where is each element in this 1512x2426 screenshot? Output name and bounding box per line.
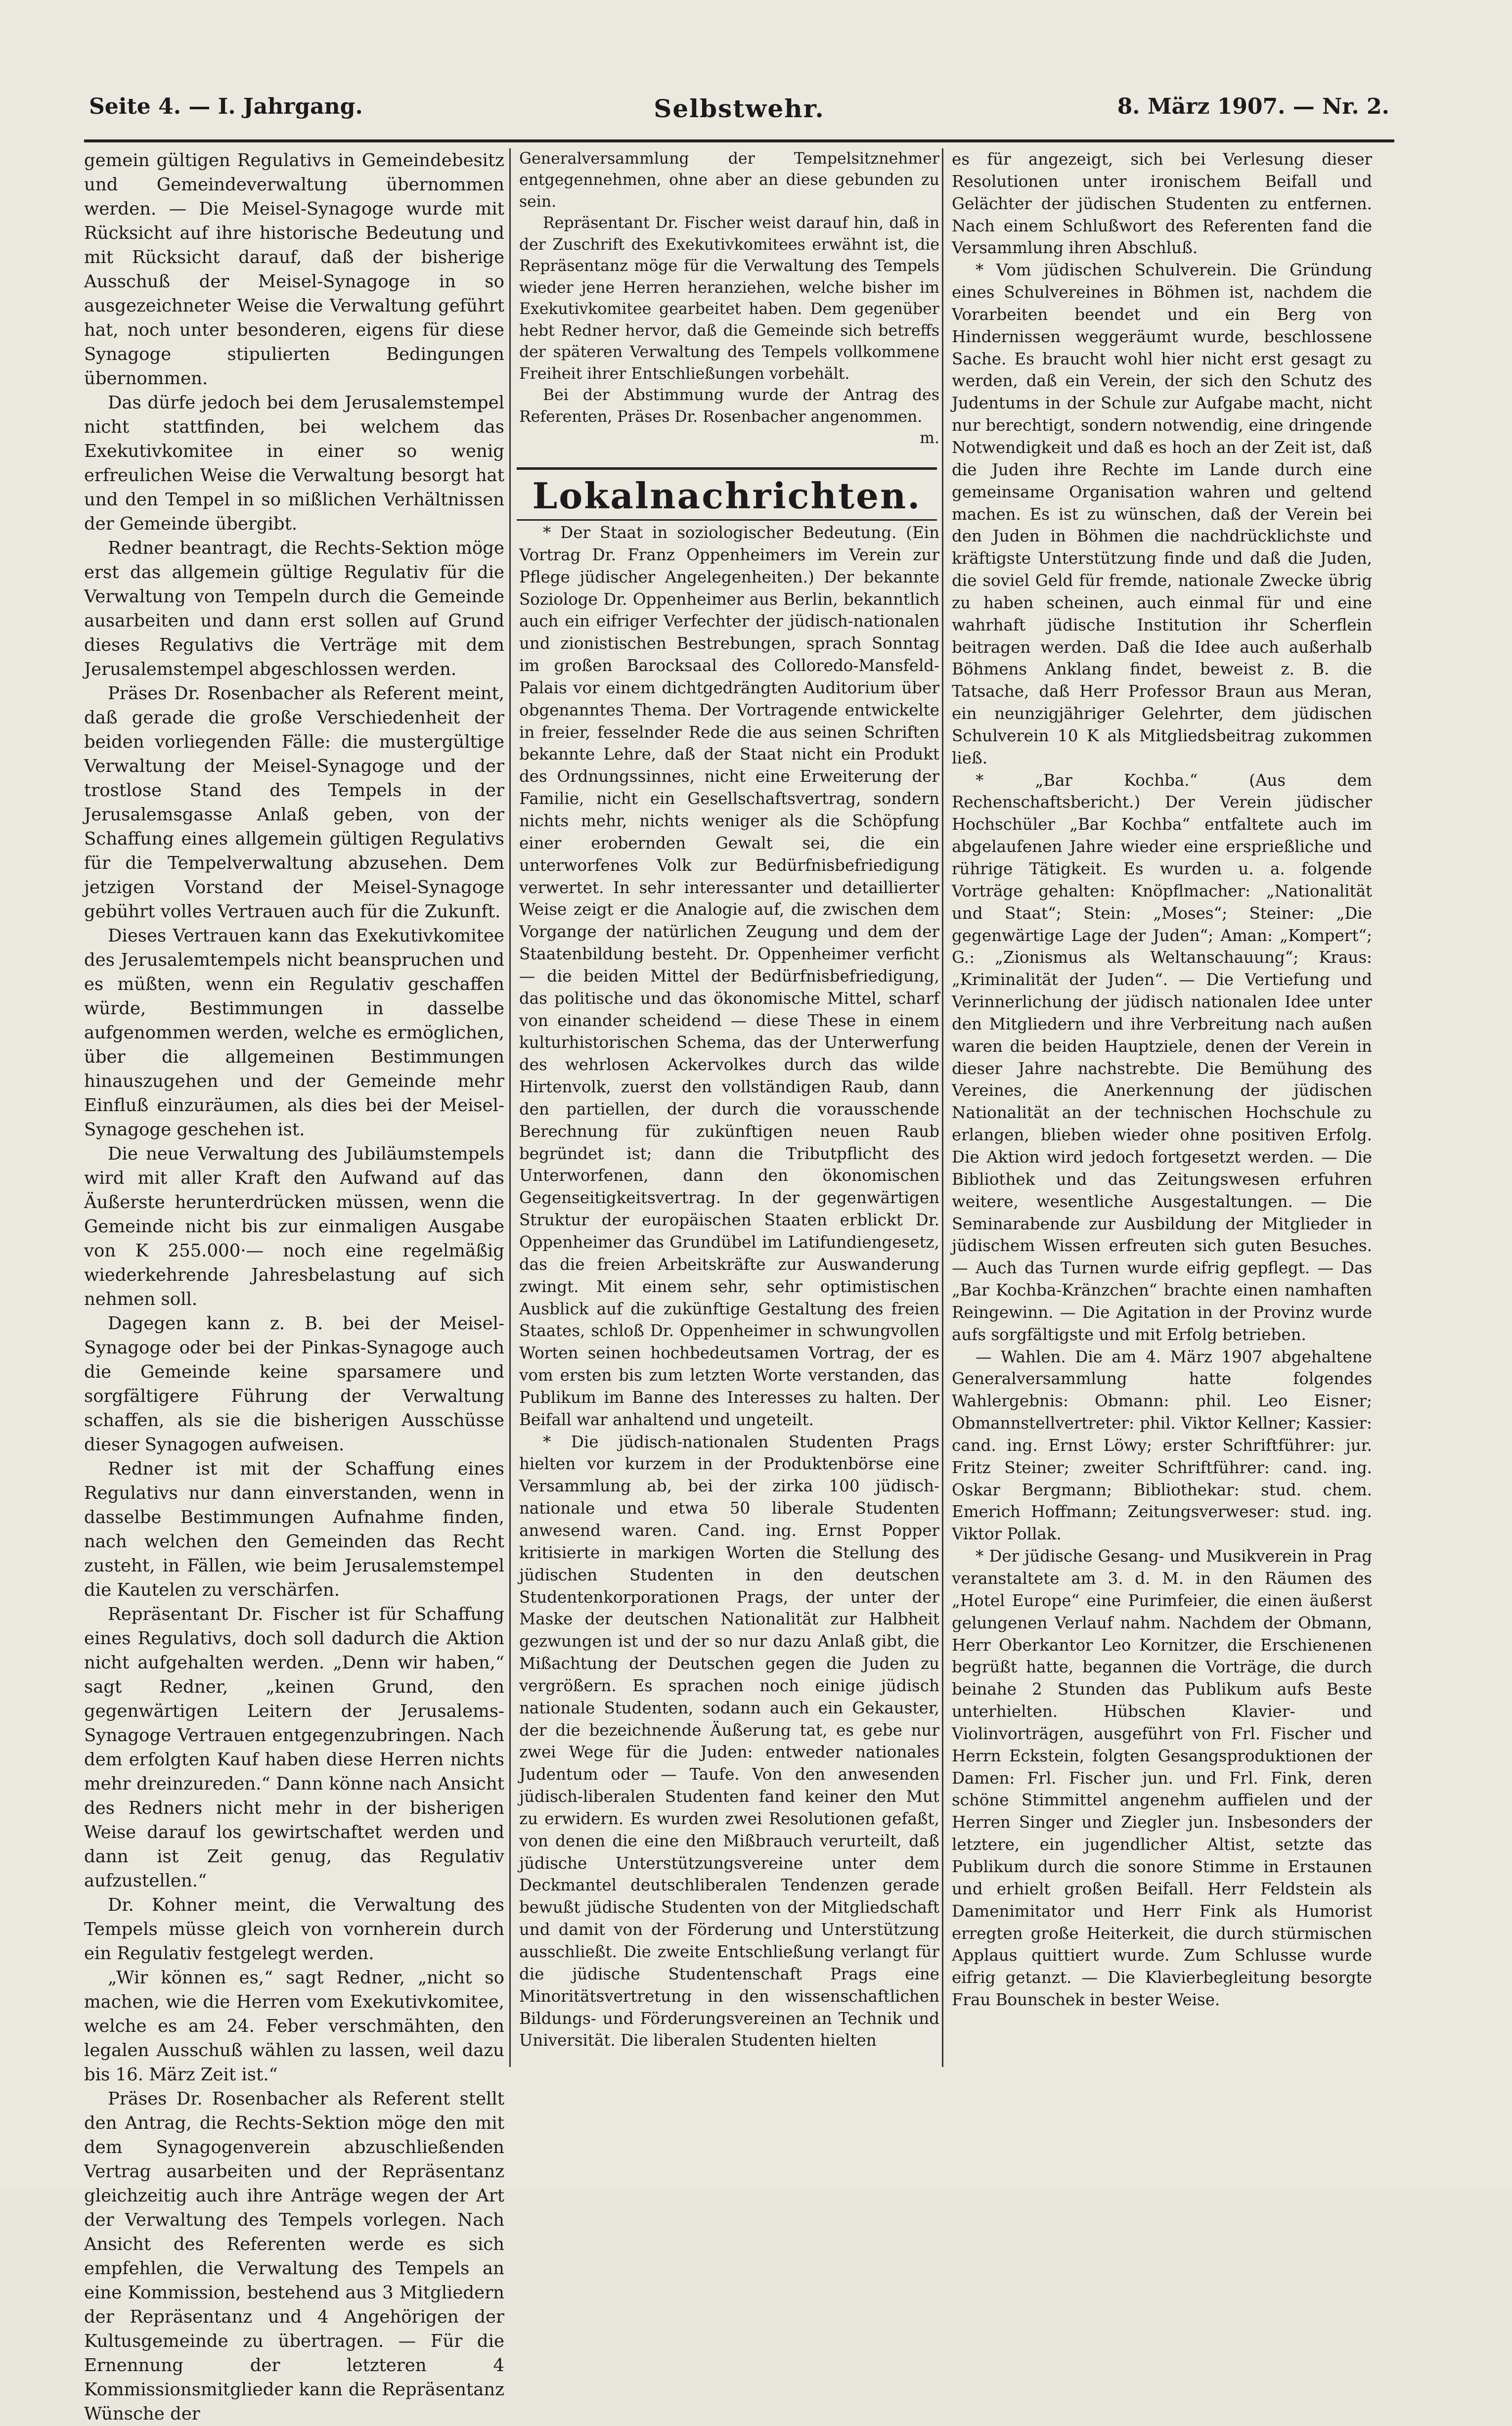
paragraph: Redner beantragt, die Rechts-Sektion möge erst das allgemein gültige Regulativ für die Verwaltung von Tempeln durch die Gemeinde ausarbeiten und dann erst sollen auf Grund dieses Regulativs die Verträge mit dem Jerusalemstempel abgeschlossen werden. — [84, 538, 504, 679]
paragraph: Generalversammlung der Tempelsitznehmer entgegennehmen, ohne aber an diese gebunden zu sein. — [519, 150, 939, 211]
paragraph: „Wir können es,“ sagt Redner, „nicht so machen, wie die Herren vom Exekutivkomitee, welche es am 24. Feber verschmähten, den legalen Ausschuß wählen zu lassen, weil dazu bis 16. März Zeit ist.“ — [84, 1968, 504, 2085]
paragraph: * Der Staat in soziologischer Bedeutung. (Ein Vortrag Dr. Franz Oppenheimers im Verein zur Pflege jüdischer Angelegenheiten.) Der bekannte Soziologe Dr. Oppenheimer aus Berlin, bekanntlich auch ein eifriger Verfechter der jüdisch-nationalen und zionistischen Bestrebungen, sprach Sonntag im großen Barocksaal des Colloredo-Mansfeld-Palais vor einem dichtgedrängten Auditorium über obgenanntes Thema. Der Vortragende entwickelte in freier, fesselnder Rede die aus seinen Schriften bekannte Lehre, daß der Staat nicht ein Produkt des Ordnungssinnes, nicht eine Erweiterung der Familie, nicht ein Gesellschaftsvertrag, sondern nichts mehr, nichts weniger als die Schöpfung einer erobernden Gewalt sei, die ein unterworfenes Volk zur Bedürfnisbefriedigung verwertet. In sehr interessanter und detaillierter Weise zeigt er die Analogie auf, die zwischen dem Vorgange der natürlichen Zeugung und dem der Staatenbildung besteht. Dr. Oppenheimer verficht — die beiden Mittel der Bedürfnisbefriedigung, das politische und das ökonomische Mittel, scharf von einander scheidend — diese These in einem kulturhistorischen Schema, das der Unterwerfung des wehrlosen Ackervolkes durch das wilde Hirtenvolk, zuerst den vollständigen Raub, dann den partiellen, der durch die vorausschende Berechnung für zukünftigen neuen Raub begründet ist; dann die Tributpflicht des Unterworfenen, dann den ökonomischen Gegenseitigkeitsvertrag. In der gegenwärtigen Struktur der europäischen Staaten erblickt Dr. Oppenheimer das Grundübel im Latifundiengesetz, das die freien Arbeitskräfte zur Auswanderung zwingt. Mit einem sehr, sehr optimistischen Ausblick auf die zukünftige Gestaltung des freien Staates, schloß Dr. Oppenheimer in schwungvollen Worten seinen hochbedeutsamen Vortrag, der es vom ersten bis zum letzten Worte verstanden, das Publikum im Banne des Interesses zu halten. Der Beifall war anhaltend und ungeteilt. — [519, 523, 939, 1429]
column-rule-1 — [509, 148, 511, 2067]
header-date-issue: 8. März 1907. — Nr. 2. — [1117, 94, 1389, 119]
author-signature: m. — [920, 429, 939, 448]
paragraph: gemein gültigen Regulativs in Gemeindebesitz und Gemeindeverwaltung übernommen werden. — Die Meisel-Synagoge wurde mit Rücksicht auf ihre historische Bedeutung und mit Rücksicht darauf, daß der bisherige Ausschuß der Meisel-Synagoge in so ausgezeichneter Weise die Verwaltung geführt hat, noch unter besonderen, eigens für diese Synagoge stipulierten Bedingungen übernommen. — [84, 150, 504, 389]
section-title: Lokalnachrichten. — [532, 475, 922, 517]
paragraph: * Vom jüdischen Schulverein. Die Gründung eines Schulvereines in Böhmen ist, nachdem die Vorarbeiten beendet und ein Berg von Hindernissen weggeräumt wurde, beschlossene Sache. Es braucht wohl hier nicht erst gesagt zu werden, daß ein Verein, der sich den Schutz des Judentums in der Schule zur Aufgabe macht, nicht nur berechtigt, sondern notwendig, eine dringende Notwendigkeit und daß es hoch an der Zeit ist, daß die Juden ihre Rechte im Lande durch eine gemeinsame Organisation wahren und geltend machen. Es ist zu wünschen, daß der Verein bei den Juden in Böhmen die nachdrücklichste und kräftigste Unterstützung finde und daß die Juden, die soviel Geld für fremde, nationale Zwecke übrig zu haben scheinen, auch einmal für und eine wahrhaft jüdische Institution ihr Scherflein beitragen werden. Daß die Idee auch außerhalb Böhmens Anklang findet, beweist z. B. die Tatsache, daß Herr Professor Braun aus Meran, ein neunzigjähriger Gelehrter, dem jüdischen Schulverein 10 K als Mitgliedsbeitrag zukommen ließ. — [952, 261, 1373, 767]
column-rule-2 — [942, 148, 943, 2067]
paragraph: Dagegen kann z. B. bei der Meisel-Synagoge oder bei der Pinkas-Synagoge auch die Gemeinde keine sparsamere und sorgfältigere Führung der Verwaltung schaffen, als sie die bisherigen Ausschüsse dieser Synagogen aufweisen. — [84, 1313, 504, 1455]
column-2-upper — [519, 148, 939, 449]
column-3 — [952, 148, 1372, 2011]
paragraph: * Die jüdisch-nationalen Studenten Prags hielten vor kurzem in der Produktenbörse eine Versammlung ab, bei der zirka 100 jüdisch-nationale und etwa 50 liberale Studenten anwesend waren. Cand. ing. Ernst Popper kritisierte in markigen Worten die Stellung des jüdischen Studenten in den deutschen Studentenkorporationen Prags, der unter der Maske der deutschen Nationalität zur Halbheit gezwungen ist und der so nur dazu Anlaß gibt, die Mißachtung der Deutschen gegen die Juden zu vergrößern. Es sprachen noch einige jüdisch nationale Studenten, sodann auch ein Gekauster, der die bezeichnende Äußerung tat, es gebe nur zwei Wege für die Juden: entweder nationales Judentum oder — Taufe. Von den anwesenden jüdisch-liberalen Studenten fand keiner den Mut zu erwidern. Es wurden zwei Resolutionen gefaßt, von denen die eine den Mißbrauch verurteilt, daß jüdische Unterstützungsvereine unter dem Deckmantel deutschliberalen Tendenzen gerade bewußt jüdische Studenten von der Mitgliedschaft und damit von der Förderung und Unterstützung ausschließt. Die zweite Entschließung verlangt für die jüdische Studentenschaft Prags eine Minoritätsvertretung in den wissenschaftlichen Bildungs- und Förderungsvereinen an Technik und Universität. Die liberalen Studenten hielten — [519, 1432, 939, 2050]
paragraph: Dr. Kohner meint, die Verwaltung des Tempels müsse gleich von vornherein durch ein Regulativ festgelegt werden. — [84, 1895, 504, 1964]
paragraph: Das dürfe jedoch bei dem Jerusalemstempel nicht stattfinden, bei welchem das Exekutivkomitee in einer so wenig erfreulichen Weise die Verwaltung besorgt hat und den Tempel in so mißlichen Verhältnissen der Gemeinde übergibt. — [84, 393, 504, 534]
paragraph: Die neue Verwaltung des Jubiläumstempels wird mit aller Kraft den Aufwand auf das Äußerste herunterdrücken müssen, wenn die Gemeinde nicht bis zur einmaligen Ausgabe von K 255.000·— noch eine regelmäßig wiederkehrende Jahresbelastung auf sich nehmen soll. — [84, 1144, 504, 1309]
page-header — [89, 94, 1389, 129]
paragraph: Präses Dr. Rosenbacher als Referent meint, daß gerade die große Verschiedenheit der beiden vorliegenden Fälle: die mustergültige Verwaltung der Meisel-Synagoge und der trostlose Stand des Tempels in der Jerusalemsgasse Anlaß geben, von der Schaffung eines allgemein gültigen Regulativs für die Tempelverwaltung abzusehen. Dem jetzigen Vorstand der Meisel-Synagoge gebührt volles Vertrauen auch für die Zukunft. — [84, 683, 504, 922]
column-2-lower — [519, 522, 939, 2052]
paragraph: Redner ist mit der Schaffung eines Regulativs nur dann einverstanden, wenn in dasselbe Bestimmungen Aufnahme finden, nach welchen den Gemeinden das Recht zusteht, in Fällen, wie beim Jerusalemstempel die Kautelen zu verschärfen. — [84, 1459, 504, 1600]
header-rule — [84, 139, 1394, 142]
paragraph: * Der jüdische Gesang- und Musikverein in Prag veranstaltete am 3. d. M. in den Räumen des „Hotel Europe“ eine Purimfeier, die einen äußerst gelungenen Verlauf nahm. Nachdem der Obmann, Herr Oberkantor Leo Kornitzer, die Erschienenen begrüßt hatte, begannen die Vorträge, die durch beinahe 2 Stunden das Publikum aufs Beste unterhielten. Hübschen Klavier- und Violinvorträgen, ausgeführt von Frl. Fischer und Herrn Eckstein, folgten Gesangsproduktionen der Damen: Frl. Fischer jun. und Frl. Fink, deren schöne Stimmittel angenehm auffielen und der Herren Singer und Ziegler jun. Insbesonders der letztere, ein jugendlicher Altist, setzte das Publikum durch die sonore Stimme in Erstaunen und erhielt großen Beifall. Herr Feldstein als Damenimitator und Herr Fink als Humorist erregten große Heiterkeit, die durch stürmischen Applaus quittiert wurde. Zum Schlusse wurde eifrig getanzt. — Die Klavierbegleitung besorgte Frau Bounschek in bester Weise. — [952, 1547, 1372, 2010]
paragraph: Repräsentant Dr. Fischer weist darauf hin, daß in der Zuschrift des Exekutivkomitees erwähnt ist, die Repräsentanz möge für die Verwaltung des Tempels wieder jene Herren heranziehen, welche bisher im Exekutivkomitee gearbeitet haben. Dem gegenüber hebt Redner hervor, daß die Gemeinde sich betreffs der späteren Verwaltung des Tempels vollkommene Freiheit ihrer Entschließungen vorbehält. — [519, 214, 939, 383]
paragraph: Präses Dr. Rosenbacher als Referent stellt den Antrag, die Rechts-Sektion möge den mit dem Synagogenverein abzuschließenden Vertrag ausarbeiten und der Repräsentanz gleichzeitig auch ihre Anträge wegen der Art der Verwaltung des Tempels vorlegen. Nach Ansicht des Referenten werde es sich empfehlen, die Verwaltung des Tempels an eine Kommission, bestehend aus 3 Mitgliedern der Repräsentanz und 4 Angehörigen der Kultusgemeinde zu übertragen. — Für die Ernennung der letzteren 4 Kommissionsmitglieder kann die Repräsentanz Wünsche der — [84, 2089, 504, 2424]
paragraph: Dieses Vertrauen kann das Exekutivkomitee des Jerusalemtempels nicht beanspruchen und es müßten, wenn ein Regulativ geschaffen würde, Bestimmungen in dasselbe aufgenommen werden, welche es ermöglichen, über die allgemeinen Bestimmungen hinauszugehen und der Gemeinde mehr Einfluß einzuräumen, als dies bei der Meisel-Synagoge geschehen ist. — [84, 926, 504, 1140]
masthead-title: Selbstwehr. — [654, 94, 825, 123]
paragraph: * „Bar Kochba.“ (Aus dem Rechenschaftsbericht.) Der Verein jüdischer Hochschüler „Bar Kochba“ entfaltete auch im abgelaufenen Jahre wieder eine ersprießliche und rührige Tätigkeit. Es wurden u. a. folgende Vorträge gehalten: Knöpflmacher: „Nationalität und Staat“; Stein: „Moses“; Steiner: „Die gegenwärtige Lage der Juden“; Aman: „Kompert“; G.: „Zionismus als Weltanschauung“; Kraus: „Kriminalität der Juden“. — Die Vertiefung und Verinnerlichung der jüdisch nationalen Idee unter den Mitgliedern und ihre Verbreitung nach außen waren die beiden Hauptziele, denen der Verein in dieser Jahre nachstrebte. Die Bemühung des Vereines, die Anerkennung der jüdischen Nationalität an der technischen Hochschule zu erlangen, blieben wieder ohne positiven Erfolg. Die Aktion wird jedoch fortgesetzt werden. — Die Bibliothek und das Zeitungswesen erfuhren weitere, wesentliche Ausgestaltungen. — Die Seminarabende zur Ausbildung der Mitglieder in jüdischem Wissen erfreuten sich guten Besuches. — Auch das Turnen wurde eifrig gepflegt. — Das „Bar Kochba-Kränzchen“ brachte einen namhaften Reingewinn. — Die Agitation in der Provinz wurde aufs sorgfältigste und mit Erfolg betrieben. — [952, 770, 1372, 1344]
paragraph: Bei der Abstimmung wurde der Antrag des Referenten, Präses Dr. Rosenbacher angenommen. — [519, 386, 939, 426]
header-page-info: Seite 4. — I. Jahrgang. — [89, 94, 363, 119]
column-1 — [84, 148, 504, 2424]
paragraph: es für angezeigt, sich bei Verlesung dieser Resolutionen unter ironischem Beifall und Gelächter der jüdischen Studenten zu entfernen. Nach einem Schlußwort des Referenten fand die Versammlung ihren Abschluß. — [952, 150, 1372, 258]
paragraph: Repräsentant Dr. Fischer ist für Schaffung eines Regulativs, doch soll dadurch die Aktion nicht aufgehalten werden. „Denn wir haben,“ sagt Redner, „keinen Grund, den gegenwärtigen Leitern der Jerusalems-Synagoge Vertrauen entgegenzubringen. Nach dem erfolgten Kauf haben diese Herren nichts mehr dreinzureden.“ Dann könne nach Ansicht des Redners nicht mehr in der bisherigen Weise darauf los gewirtschaftet werden und dann ist Zeit genug, das Regulativ aufzustellen.“ — [84, 1604, 504, 1891]
paragraph: — Wahlen. Die am 4. März 1907 abgehaltene Generalversammlung hatte folgendes Wahlergebnis: Obmann: phil. Leo Eisner; Obmannstellvertreter: phil. Viktor Kellner; Kassier: cand. ing. Ernst Löwy; erster Schriftführer: jur. Fritz Steiner; zweiter Schriftführer: cand. ing. Oskar Bergmann; Bibliothekar: stud. chem. Emerich Hoffmann; Zeitungsverweser: stud. ing. Viktor Pollak. — [952, 1347, 1372, 1544]
